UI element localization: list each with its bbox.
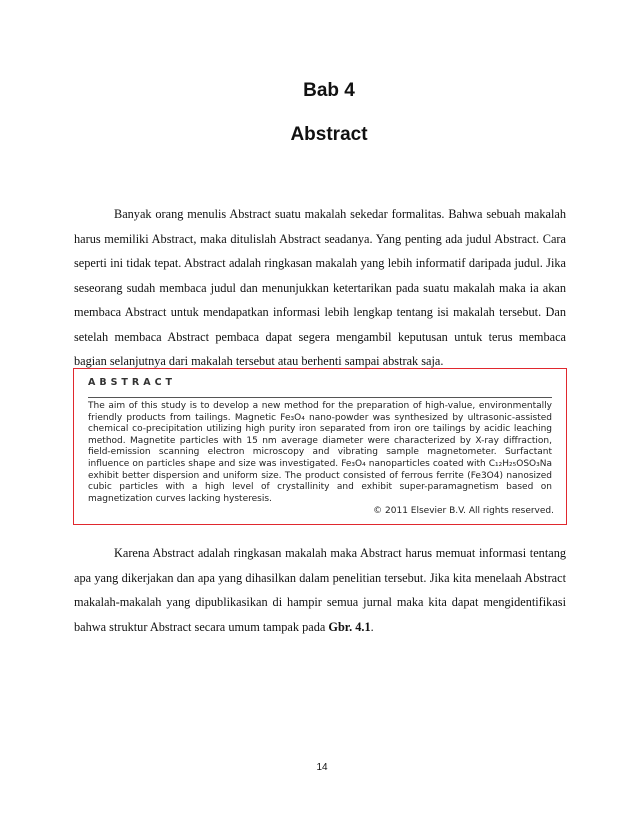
page-number: 14 bbox=[316, 762, 328, 773]
chapter-heading: Bab 4 bbox=[303, 80, 355, 101]
second-paragraph-text: Karena Abstract adalah ringkasan makalah maka Abstract harus memuat informasi tentang apa yang dikerjakan dan apa yang dihasilkan dalam penelitian tersebut. Jika kita menelaah Abstract makalah-makalah yang dipublikasikan di hampir semua jurnal maka kita dapat mengidentifikasi bahwa struktur Abstract secara umum tampak pada bbox=[74, 546, 566, 634]
figure-divider bbox=[88, 397, 552, 398]
figure-heading: ABSTRACT bbox=[88, 377, 177, 388]
abstract-figure bbox=[73, 368, 567, 525]
figure-copyright: © 2011 Elsevier B.V. All rights reserved. bbox=[373, 506, 554, 516]
section-title: Abstract bbox=[290, 124, 368, 145]
figure-abstract-text: The aim of this study is to develop a new method for the preparation of high-value, environmentally friendly products from tailings. Magnetic Fe₃O₄ nano-powder was synthesized by ultrasonic-assisted chemical co-precipitation utilizing high purity iron separated from iron ore tailings by acidic leaching method. Magnetite particles with 15 nm average diameter were characterized by X-ray diffraction, field-emission scanning electron microscopy and vibrating sample magnetometer. Surfactant influence on particles shape and size was investigated. Fe₃O₄ nanoparticles coated with C₁₂H₂₅OSO₃Na exhibit better dispersion and uniform size. The product consisted of ferrous ferrite (Fe3O4) nanosized cubic particles with a high level of crystallinity and exhibit super-paramagnetism based on magnetization curves lacking hysteresis. bbox=[88, 401, 552, 504]
second-paragraph bbox=[74, 541, 566, 639]
figure-reference: Gbr. 4.1 bbox=[328, 619, 371, 634]
second-paragraph-end: . bbox=[370, 619, 374, 634]
intro-paragraph: Banyak orang menulis Abstract suatu makalah sekedar formalitas. Bahwa sebuah makalah harus memiliki Abstract, maka ditulislah Abstract seadanya. Yang penting ada judul Abstract. Cara seperti ini tidak tepat. Abstract adalah ringkasan makalah yang lebih informatif daripada judul. Jika seseorang sudah membaca judul dan menunjukkan ketertarikan pada suatu makalah maka ia akan membaca Abstract untuk mendapatkan informasi lebih lengkap tentang isi makalah tersebut. Dan setelah membaca Abstract pembaca dapat segera mengambil keputusan untuk terus membaca bagian selanjutnya dari makalah tersebut atau berhenti sampai abstrak saja. bbox=[74, 207, 566, 368]
